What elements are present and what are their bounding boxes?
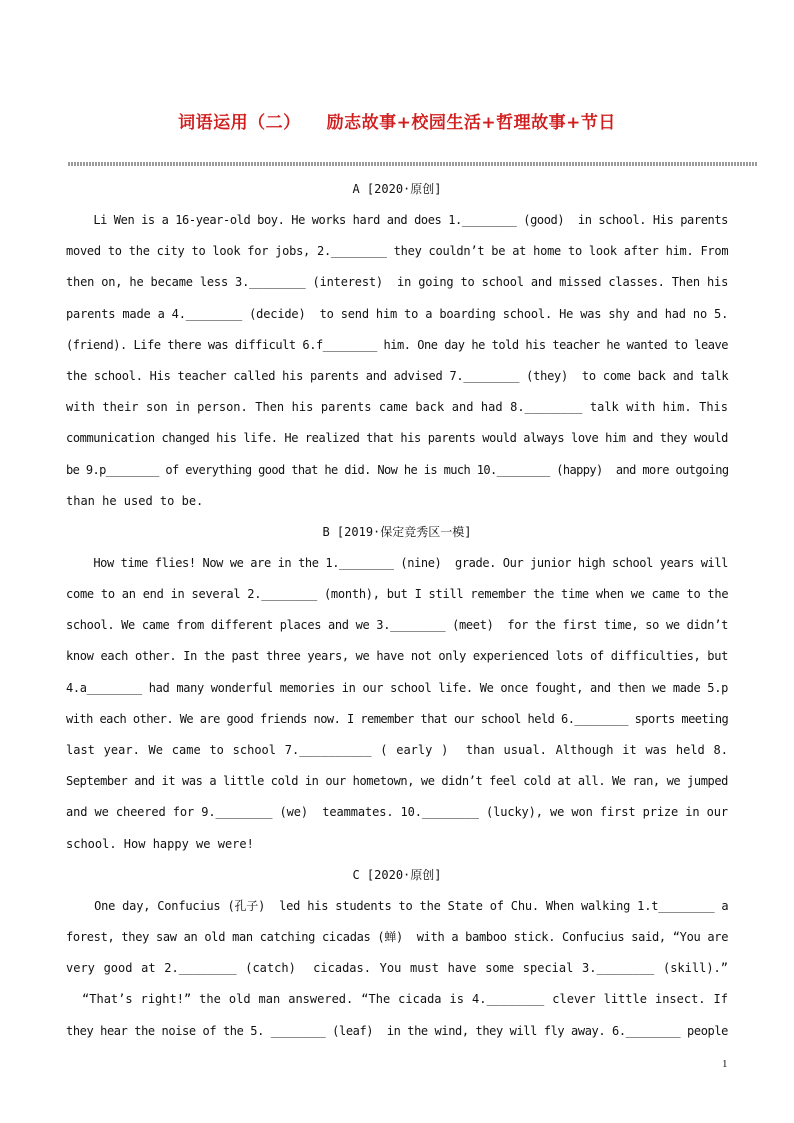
text-line: How time flies! Now we are in the 1.________ (nine) grade. Our junior high school years will [66, 555, 728, 570]
text-line: “That’s right!” the old man answered. “The cicada is 4.________ clever little insect. If [66, 992, 728, 1007]
section-heading: C [2020·原创] [352, 867, 442, 882]
title-part-2: 励志故事+校园生活+哲理故事+节日 [326, 113, 616, 133]
text-line: last year. We came to school 7.__________ ( early ) than usual. Although it was held 8. [66, 743, 728, 757]
paragraph [66, 205, 728, 517]
text-line: communication changed his life. He realized that his parents would always love him and they would [66, 431, 728, 446]
paragraph [66, 891, 728, 985]
text-line: with their son in person. Then his parents came back and had 8.________ talk with him. This [66, 400, 728, 415]
text-line: parents made a 4.________ (decide) to send him to a boarding school. He was shy and had no 5. [66, 306, 729, 321]
document-body [66, 174, 728, 1047]
text-line: moved to the city to look for jobs, 2.________ they couldn’t be at home to look after him. From [66, 244, 729, 259]
section-b [66, 517, 728, 860]
section-heading: A [2020·原创] [352, 182, 442, 196]
paragraph [66, 984, 728, 1046]
text-line: be 9.p________ of everything good that he did. Now he is much 10.________ (happy) and more outgoing [66, 462, 729, 477]
page-number: 1 [722, 1058, 728, 1070]
section-a [66, 174, 728, 517]
text-line: 4.a________ had many wonderful memories in our school life. We once fought, and then we made 5.p [66, 680, 728, 695]
text-line: the school. His teacher called his parents and advised 7.________ (they) to come back and talk [66, 368, 729, 383]
text-line: school. We came from different places and we 3.________ (meet) for the first time, so we didn’t [66, 618, 728, 633]
text-line: then on, he became less 3.________ (interest) in going to school and missed classes. Then his [66, 275, 729, 290]
text-line: (friend). Life there was difficult 6.f________ him. One day he told his teacher he wanted to leave [66, 337, 729, 352]
document-title [0, 108, 794, 133]
text-line: come to an end in several 2.________ (month), but I still remember the time when we came to the [66, 587, 729, 602]
text-line: with each other. We are good friends now. I remember that our school held 6.________ sports meeting [66, 711, 729, 726]
text-line: they hear the noise of the 5. ________ (leaf) in the wind, they will fly away. 6.________ people [66, 1023, 728, 1038]
text-line: know each other. In the past three years, we have not only experienced lots of difficulties, but [66, 649, 728, 664]
text-line: One day, Confucius (孔子) led his students to the State of Chu. When walking 1.t________ a [66, 898, 729, 913]
section-heading: B [2019·保定竞秀区一模] [322, 524, 472, 539]
header-divider [68, 162, 758, 166]
text-line: Li Wen is a 16-year-old boy. He works hard and does 1.________ (good) in school. His parents [66, 213, 728, 227]
text-line: school. How happy we were! [66, 836, 254, 851]
text-line: September and it was a little cold in our hometown, we didn’t feel cold at all. We ran, we jumped [66, 774, 728, 789]
text-line: very good at 2.________ (catch) cicadas. You must have some special 3.________ (skill).” [66, 961, 728, 976]
text-line: than he used to be. [66, 493, 204, 508]
text-line: forest, they saw an old man catching cicadas (蝉) with a bamboo stick. Confucius said, “You are [66, 929, 729, 944]
section-c [66, 860, 728, 1047]
title-part-1: 词语运用（二） [178, 113, 301, 133]
paragraph [66, 548, 728, 860]
text-line: and we cheered for 9.________ (we) teammates. 10.________ (lucky), we won first prize in our [66, 805, 728, 820]
